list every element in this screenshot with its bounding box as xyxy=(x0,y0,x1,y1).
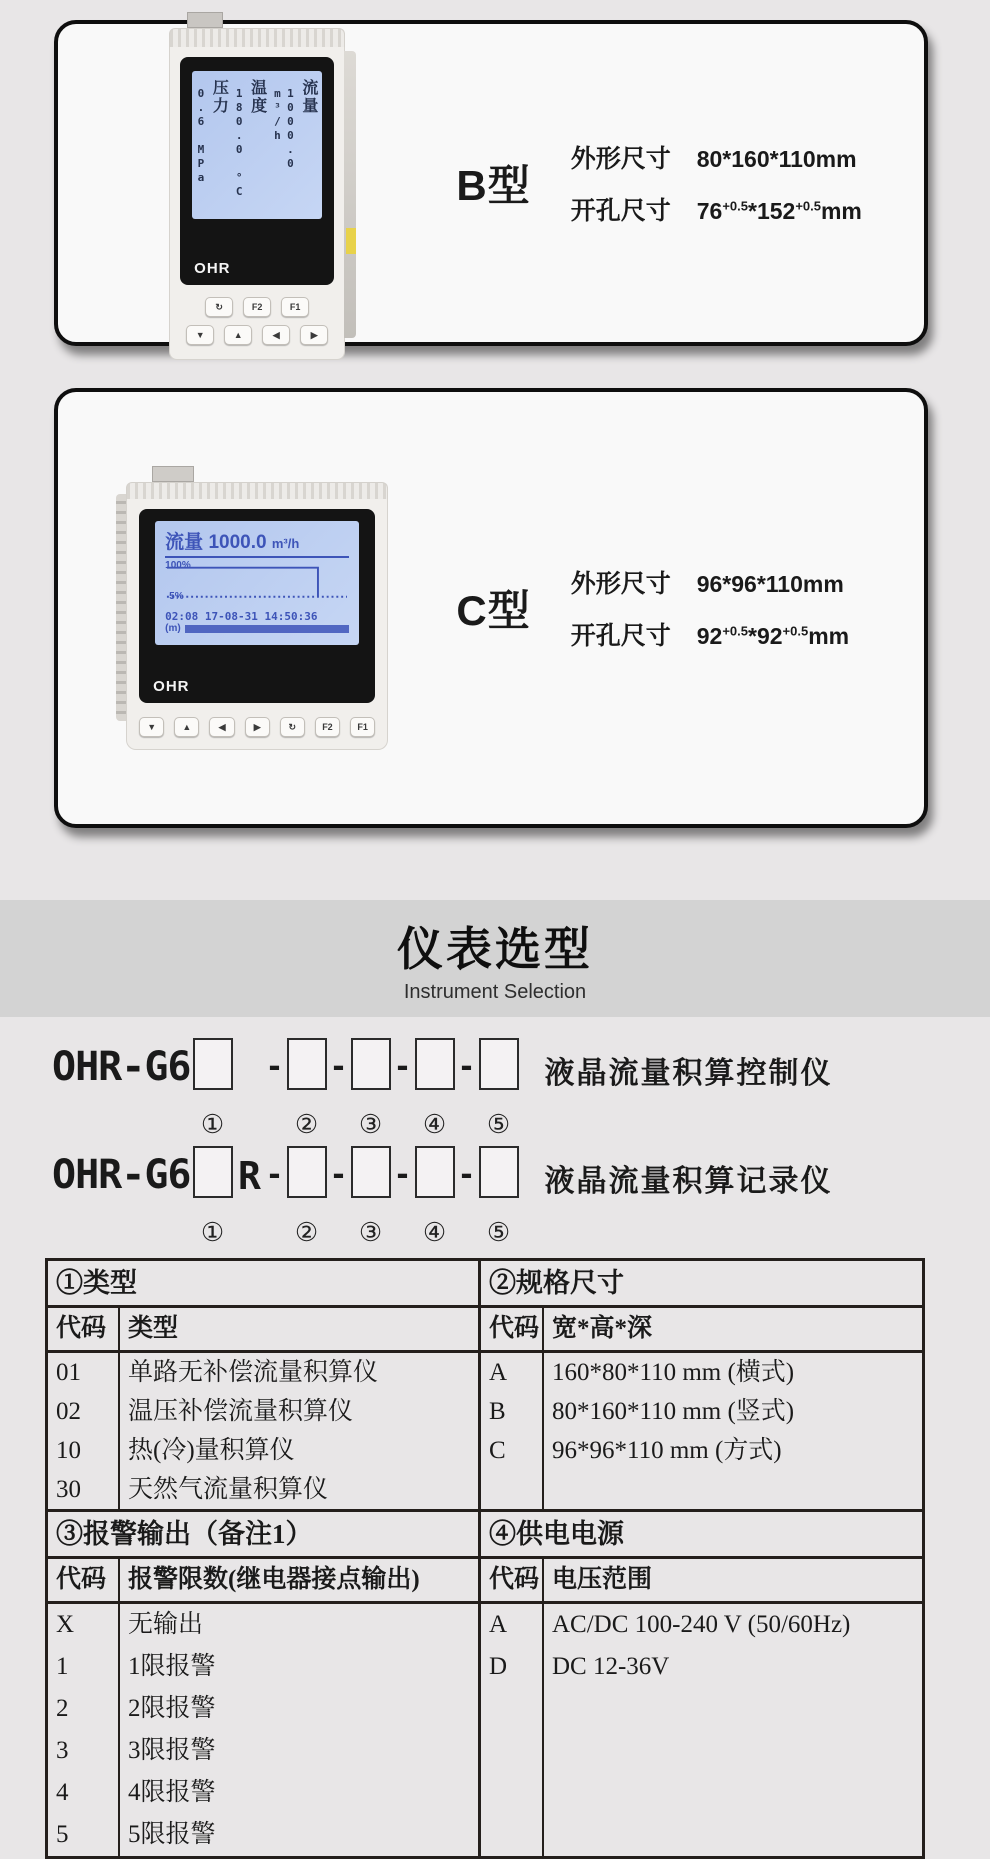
group-header-size: ②规格尺寸 xyxy=(478,1261,922,1305)
table-cell: 02 xyxy=(56,1398,81,1425)
model-description: 液晶流量积算控制仪 xyxy=(544,1057,833,1090)
code-position-3 xyxy=(351,1146,391,1248)
alarm-code-list xyxy=(48,1604,118,1856)
chart-lower-scale: 5% xyxy=(169,591,184,602)
table-cell: 1 xyxy=(56,1653,69,1680)
table-cell: 5 xyxy=(56,1821,69,1848)
col-header-voltage: 电压范围 xyxy=(542,1559,922,1601)
col-header-code: 代码 xyxy=(478,1559,542,1601)
table-cell: 4 xyxy=(56,1779,69,1806)
table-cell: 4限报警 xyxy=(128,1779,216,1806)
code-position-number: ③ xyxy=(358,1110,383,1139)
lcd-screen-b xyxy=(192,71,322,219)
device-side-panel xyxy=(344,51,356,338)
model-code-line-controller xyxy=(52,1038,952,1140)
left-key-icon: ◀ xyxy=(209,717,234,737)
device-photo-b xyxy=(169,12,345,360)
table-group-header-row xyxy=(48,1509,922,1556)
spec-zone-b xyxy=(456,139,924,227)
code-box xyxy=(287,1146,327,1198)
code-position-3 xyxy=(351,1038,391,1140)
lcd-flow-label: 流量 xyxy=(165,532,204,553)
code-position-number: ⑤ xyxy=(486,1218,511,1247)
table-cell: B xyxy=(489,1398,506,1425)
code-box xyxy=(351,1038,391,1090)
brand-logo: OHR xyxy=(194,260,231,277)
group-header-power: ④供电电源 xyxy=(478,1512,922,1556)
outer-size-value: 96*96*110mm xyxy=(696,571,844,597)
code-dash: - xyxy=(396,1044,409,1085)
code-position-1 xyxy=(193,1146,233,1248)
cutout-size-label: 开孔尺寸 xyxy=(570,197,671,225)
code-position-1 xyxy=(193,1038,233,1140)
trend-line-graphic xyxy=(165,558,349,608)
display-bezel xyxy=(180,57,334,285)
table-cell: 单路无补偿流量积算仪 xyxy=(128,1359,379,1386)
dimension-table xyxy=(571,564,849,652)
lcd-datetime: 17-08-31 14:50:36 xyxy=(204,610,318,623)
code-box xyxy=(193,1146,233,1198)
table-cell: 160*80*110 mm (横式) xyxy=(552,1359,795,1386)
device-key-row-1 xyxy=(180,297,334,317)
table-cell: DC 12-36V xyxy=(552,1653,670,1680)
lcd-time: 02:08 xyxy=(165,610,199,623)
f2-key: F2 xyxy=(243,297,271,317)
device-photo-b-zone xyxy=(58,6,456,360)
code-position-2 xyxy=(287,1146,327,1248)
model-prefix: OHR-G6 xyxy=(52,1152,191,1198)
table-cell: 30 xyxy=(56,1476,81,1503)
table-cell: X xyxy=(56,1611,75,1638)
lcd-flow-unit: m³/h xyxy=(271,536,300,551)
type-name-list xyxy=(118,1353,478,1509)
table-subheader-row xyxy=(48,1556,922,1601)
code-position-4 xyxy=(415,1038,455,1140)
model-description: 液晶流量积算记录仪 xyxy=(544,1165,833,1198)
table-cell: 3限报警 xyxy=(128,1737,216,1764)
device-photo-c-zone xyxy=(58,466,456,750)
table-cell: C xyxy=(489,1437,506,1464)
code-position-2 xyxy=(287,1038,327,1140)
side-label-sticker xyxy=(346,228,356,254)
spec-zone-c xyxy=(456,564,924,652)
code-position-number: ④ xyxy=(422,1110,447,1139)
lcd-value: 180.0 °C xyxy=(232,87,246,199)
model-type-label: C型 xyxy=(456,587,531,634)
table-cell: 2 xyxy=(56,1695,69,1722)
code-dash: - xyxy=(268,1152,281,1193)
device-key-row-2 xyxy=(180,325,334,345)
selection-table xyxy=(45,1258,925,1859)
f1-key: F1 xyxy=(350,717,375,737)
model-code-diagram xyxy=(52,1038,952,1248)
code-dash: - xyxy=(460,1152,473,1193)
code-position-number: ① xyxy=(200,1218,225,1247)
display-bezel xyxy=(139,509,375,703)
code-box xyxy=(479,1038,519,1090)
table-cell: 3 xyxy=(56,1737,69,1764)
cutout-size-value: $76^{+0.5}*152^{+0.5}mm$ xyxy=(696,198,862,224)
lcd-progress-bar xyxy=(185,625,349,633)
table-cell: 80*160*110 mm (竖式) xyxy=(552,1398,795,1425)
right-key-icon: ▶ xyxy=(300,325,328,345)
code-box xyxy=(415,1038,455,1090)
device-key-row xyxy=(139,717,375,737)
power-code-list xyxy=(478,1604,542,1856)
code-box xyxy=(479,1146,519,1198)
code-box xyxy=(351,1146,391,1198)
lcd-label: 压力 xyxy=(210,79,228,115)
table-subheader-row xyxy=(48,1305,922,1350)
outer-size-label: 外形尺寸 xyxy=(570,145,671,173)
table-group-header-row xyxy=(48,1261,922,1305)
lcd-value: 1000.0 m³/h xyxy=(270,87,297,171)
section-title-en: Instrument Selection xyxy=(403,981,587,1003)
code-position-5 xyxy=(479,1146,519,1248)
lcd-progress-row xyxy=(165,623,349,634)
table-cell: A xyxy=(489,1359,508,1386)
cutout-size-value: $92^{+0.5}*92^{+0.5}mm$ xyxy=(696,623,850,649)
col-header-dims: 宽*高*深 xyxy=(542,1308,922,1350)
vent-grille xyxy=(126,482,388,499)
table-cell: 96*96*110 mm (方式) xyxy=(552,1437,782,1464)
f2-key: F2 xyxy=(315,717,340,737)
code-dash: - xyxy=(460,1044,473,1085)
code-position-number: ④ xyxy=(422,1218,447,1247)
chart-upper-scale: 100% xyxy=(165,560,191,571)
section-title-band xyxy=(0,900,990,1017)
code-position-number: ⑤ xyxy=(486,1110,511,1139)
size-value-list xyxy=(542,1353,922,1509)
code-dash: - xyxy=(268,1044,281,1085)
group-header-type: ①类型 xyxy=(56,1268,137,1298)
section-title-zh: 仪表选型 xyxy=(397,923,593,975)
code-box xyxy=(193,1038,233,1090)
lcd-trend-chart xyxy=(165,558,349,610)
table-cell: 天然气流量积算仪 xyxy=(128,1476,329,1503)
outer-size-label: 外形尺寸 xyxy=(570,570,671,598)
device-photo-c xyxy=(126,466,388,750)
table-data-row xyxy=(48,1350,922,1509)
col-header-code: 代码 xyxy=(478,1308,542,1350)
code-position-number: ① xyxy=(200,1110,225,1139)
lcd-flow-value: 1000.0 xyxy=(208,532,267,553)
r-suffix-slot: R xyxy=(238,1154,261,1198)
table-cell: 01 xyxy=(56,1359,81,1386)
col-header-alarm-limit: 报警限数(继电器接点输出) xyxy=(118,1559,478,1601)
alarm-name-list xyxy=(118,1604,478,1856)
table-cell: 1限报警 xyxy=(128,1653,216,1680)
col-header-code: 代码 xyxy=(56,1315,107,1342)
terminal-block xyxy=(187,12,223,28)
vent-grille xyxy=(169,28,345,47)
table-data-row xyxy=(48,1601,922,1856)
lcd-unit-label: (m) xyxy=(165,623,181,634)
left-key-icon: ◀ xyxy=(262,325,290,345)
lcd-column-flow xyxy=(271,79,320,219)
table-cell: 5限报警 xyxy=(128,1821,216,1848)
size-code-list xyxy=(478,1353,542,1509)
code-position-number: ② xyxy=(294,1218,319,1247)
code-position-number: ② xyxy=(294,1110,319,1139)
cutout-size-label: 开孔尺寸 xyxy=(570,622,671,650)
dimension-table xyxy=(571,139,862,227)
down-key-icon: ▼ xyxy=(139,717,164,737)
product-card-c xyxy=(54,388,928,828)
lcd-screen-c xyxy=(155,521,359,645)
terminal-block xyxy=(152,466,194,482)
up-key-icon: ▲ xyxy=(224,325,252,345)
table-cell: 温压补偿流量积算仪 xyxy=(128,1398,354,1425)
type-code-list xyxy=(48,1353,118,1509)
lcd-column-temperature xyxy=(233,79,269,219)
lcd-column-pressure xyxy=(194,79,230,219)
f1-key: F1 xyxy=(281,297,309,317)
outer-size-value: 80*160*110mm xyxy=(696,146,857,172)
product-card-b xyxy=(54,20,928,346)
code-position-5 xyxy=(479,1038,519,1140)
code-box xyxy=(287,1038,327,1090)
table-cell: 2限报警 xyxy=(128,1695,216,1722)
col-header-type: 类型 xyxy=(118,1308,478,1350)
lcd-label: 流量 xyxy=(299,79,317,115)
table-cell: AC/DC 100-240 V (50/60Hz) xyxy=(552,1611,851,1638)
down-key-icon: ▼ xyxy=(186,325,214,345)
lcd-label: 温度 xyxy=(248,79,266,115)
power-range-list xyxy=(542,1604,922,1856)
table-cell: D xyxy=(489,1653,508,1680)
lcd-flow-readout xyxy=(165,527,349,558)
cycle-key-icon: ↻ xyxy=(205,297,233,317)
lcd-value: 0.6 MPa xyxy=(194,87,208,185)
table-cell: 10 xyxy=(56,1437,81,1464)
side-fins xyxy=(116,494,126,721)
table-cell: A xyxy=(489,1611,508,1638)
code-dash: - xyxy=(332,1152,345,1193)
up-key-icon: ▲ xyxy=(174,717,199,737)
group-header-alarm: ③报警输出（备注1） xyxy=(56,1519,313,1549)
model-prefix: OHR-G6 xyxy=(52,1044,191,1090)
table-cell: 无输出 xyxy=(128,1611,204,1638)
code-position-number: ③ xyxy=(358,1218,383,1247)
right-key-icon: ▶ xyxy=(245,717,270,737)
cycle-key-icon: ↻ xyxy=(280,717,305,737)
code-box xyxy=(415,1146,455,1198)
device-body xyxy=(169,47,345,360)
device-body xyxy=(126,499,388,750)
model-type-label: B型 xyxy=(456,162,531,209)
model-code-line-recorder xyxy=(52,1146,952,1248)
lcd-timestamp xyxy=(165,610,349,623)
code-dash: - xyxy=(332,1044,345,1085)
col-header-code: 代码 xyxy=(56,1566,107,1593)
code-position-4 xyxy=(415,1146,455,1248)
brand-logo: OHR xyxy=(153,678,190,695)
table-cell: 热(冷)量积算仪 xyxy=(128,1437,295,1464)
code-dash: - xyxy=(396,1152,409,1193)
